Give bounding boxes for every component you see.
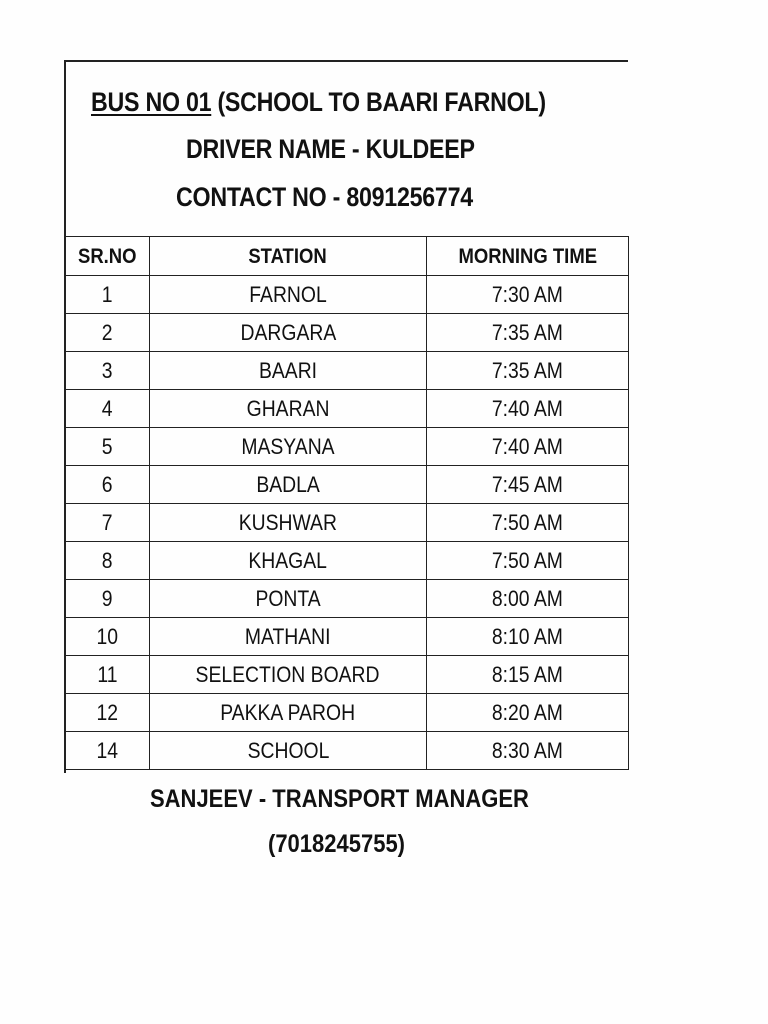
cell-morning-time: 7:50 AM [427, 542, 629, 580]
table-row [65, 428, 629, 466]
table-row [65, 542, 629, 580]
route-table-body [65, 276, 629, 770]
table-header-row [65, 237, 629, 276]
table-row [65, 694, 629, 732]
cell-morning-time: 7:30 AM [427, 276, 629, 314]
driver-name: DRIVER NAME - KULDEEP [186, 134, 475, 164]
column-header-station: STATION [150, 237, 427, 276]
cell-sr-no: 14 [65, 732, 150, 770]
document-header [64, 60, 628, 237]
transport-manager: SANJEEV - TRANSPORT MANAGER [150, 785, 529, 813]
table-row [65, 580, 629, 618]
cell-sr-no: 7 [65, 504, 150, 542]
cell-sr-no: 4 [65, 390, 150, 428]
table-row [65, 656, 629, 694]
table-row [65, 466, 629, 504]
cell-morning-time: 8:20 AM [427, 694, 629, 732]
cell-sr-no: 5 [65, 428, 150, 466]
cell-sr-no: 12 [65, 694, 150, 732]
table-row [65, 504, 629, 542]
cell-morning-time: 7:40 AM [427, 428, 629, 466]
cell-station: KUSHWAR [150, 504, 427, 542]
cell-station: DARGARA [150, 314, 427, 352]
table-row [65, 390, 629, 428]
bus-number: BUS NO 01 [91, 87, 212, 117]
cell-station: PONTA [150, 580, 427, 618]
column-header-sr-no: SR.NO [65, 237, 150, 276]
cell-station: SELECTION BOARD [150, 656, 427, 694]
bus-route: (SCHOOL TO BAARI FARNOL) [217, 87, 546, 117]
cell-sr-no: 2 [65, 314, 150, 352]
cell-sr-no: 10 [65, 618, 150, 656]
table-row [65, 618, 629, 656]
cell-station: SCHOOL [150, 732, 427, 770]
driver-contact: CONTACT NO - 8091256774 [176, 182, 473, 212]
cell-morning-time: 7:50 AM [427, 504, 629, 542]
cell-station: BAARI [150, 352, 427, 390]
manager-phone: (7018245755) [268, 830, 406, 858]
cell-morning-time: 7:45 AM [427, 466, 629, 504]
bus-title [91, 87, 546, 118]
table-row [65, 276, 629, 314]
cell-morning-time: 8:15 AM [427, 656, 629, 694]
cell-morning-time: 7:35 AM [427, 314, 629, 352]
cell-morning-time: 8:10 AM [427, 618, 629, 656]
cell-station: GHARAN [150, 390, 427, 428]
cell-sr-no: 9 [65, 580, 150, 618]
cell-sr-no: 3 [65, 352, 150, 390]
cell-sr-no: 6 [65, 466, 150, 504]
column-header-morning-time: MORNING TIME [427, 237, 629, 276]
cell-sr-no: 11 [65, 656, 150, 694]
table-row [65, 352, 629, 390]
table-row [65, 314, 629, 352]
cell-sr-no: 8 [65, 542, 150, 580]
cell-station: MATHANI [150, 618, 427, 656]
table-row [65, 732, 629, 770]
cell-station: MASYANA [150, 428, 427, 466]
cell-station: KHAGAL [150, 542, 427, 580]
cell-station: BADLA [150, 466, 427, 504]
cell-morning-time: 7:40 AM [427, 390, 629, 428]
cell-station: PAKKA PAROH [150, 694, 427, 732]
route-table [64, 236, 629, 770]
cell-morning-time: 8:30 AM [427, 732, 629, 770]
cell-morning-time: 7:35 AM [427, 352, 629, 390]
cell-sr-no: 1 [65, 276, 150, 314]
cell-morning-time: 8:00 AM [427, 580, 629, 618]
cell-station: FARNOL [150, 276, 427, 314]
